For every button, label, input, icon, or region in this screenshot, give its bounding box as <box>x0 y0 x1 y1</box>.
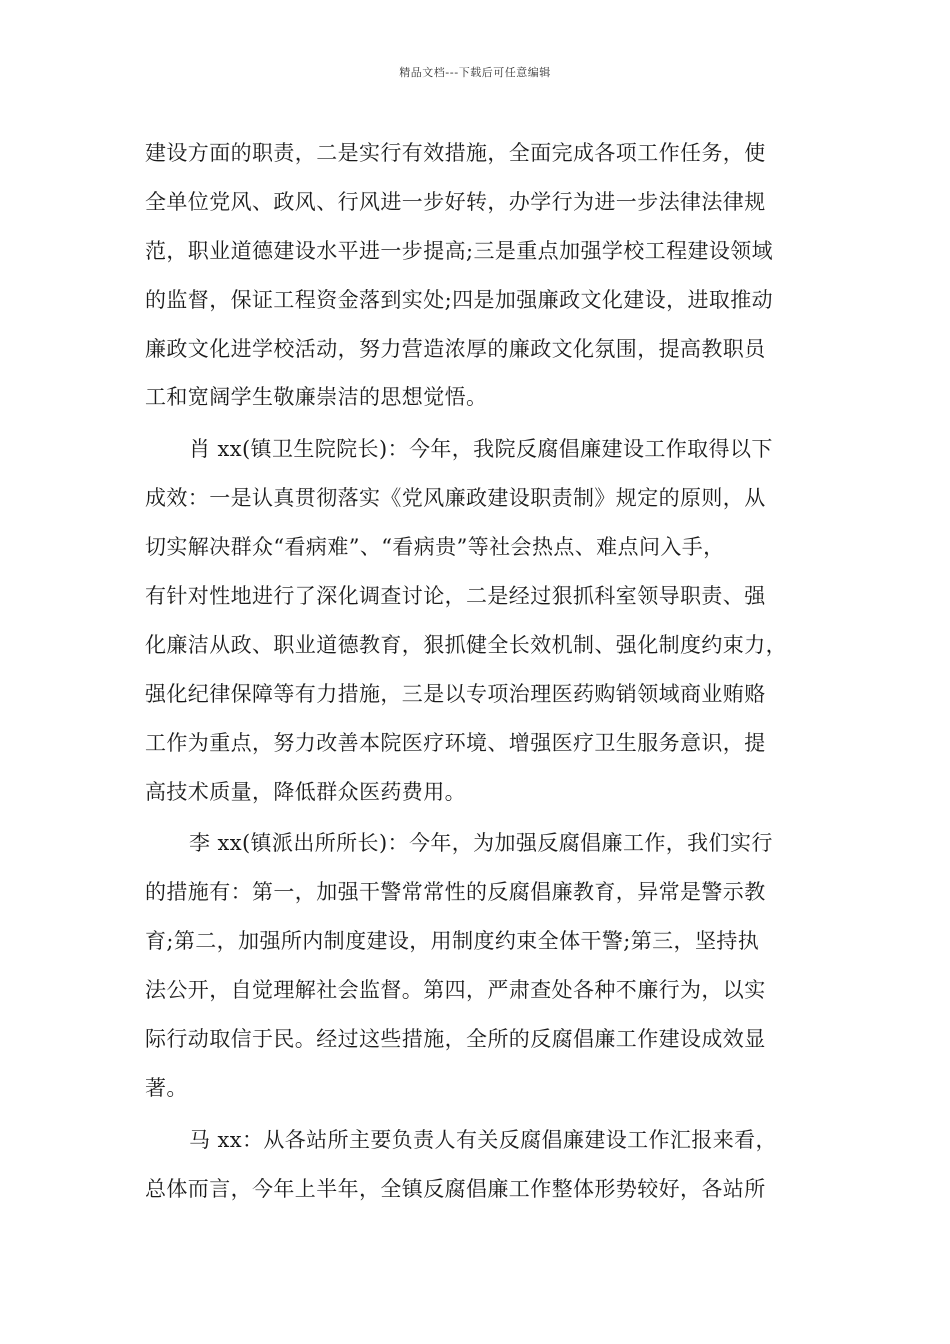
text-line: 强化纪律保障等有力措施，三是以专项治理医药购销领域商业贿赂 <box>145 681 766 706</box>
paragraph-1 <box>145 133 815 426</box>
text-line: 著。 <box>145 1075 188 1100</box>
page-header: 精品文档---下载后可任意编辑 <box>399 66 551 79</box>
paragraph-4 <box>145 1120 815 1218</box>
text-line: 际行动取信于民。经过这些措施，全所的反腐倡廉工作建设成效显 <box>145 1027 766 1052</box>
text-line: 的措施有：第一，加强干警常常性的反腐倡廉教育，异常是警示教 <box>145 880 766 905</box>
text-line: 范，职业道德建设水平进一步提高;三是重点加强学校工程建设领域 <box>145 238 774 263</box>
text-line: 工作为重点，努力改善本院医疗环境、增强医疗卫生服务意识，提 <box>145 730 766 755</box>
text-line: 化廉洁从政、职业道德教育，狠抓健全长效机制、强化制度约束力， <box>145 632 787 657</box>
text-line: 育;第二，加强所内制度建设，用制度约束全体干警;第三，坚持执 <box>145 929 760 954</box>
document-body <box>145 133 815 1218</box>
text-line: 的监督，保证工程资金落到实处;四是加强廉政文化建设，进取推动 <box>145 287 774 312</box>
text-line: 总体而言，今年上半年，全镇反腐倡廉工作整体形势较好，各站所 <box>145 1176 766 1201</box>
text-line: 马 xx：从各站所主要负责人有关反腐倡廉建设工作汇报来看， <box>189 1127 777 1152</box>
text-line: 肖 xx(镇卫生院院长)：今年，我院反腐倡廉建设工作取得以下 <box>189 437 773 462</box>
paragraph-3 <box>145 823 815 1116</box>
text-line: 有针对性地进行了深化调查讨论，二是经过狠抓科室领导职责、强 <box>145 584 766 609</box>
text-line: 高技术质量，降低群众医药费用。 <box>145 779 466 804</box>
text-line: 廉政文化进学校活动，努力营造浓厚的廉政文化氛围，提高教职员 <box>145 336 766 361</box>
paragraph-2 <box>145 429 815 820</box>
text-line: 切实解决群众“看病难”、“看病贵”等社会热点、难点问入手， <box>145 535 725 560</box>
text-line: 工和宽阔学生敬廉崇洁的思想觉悟。 <box>145 385 488 410</box>
text-line: 法公开，自觉理解社会监督。第四，严肃查处各种不廉行为，以实 <box>145 978 766 1003</box>
text-line: 李 xx(镇派出所所长)：今年，为加强反腐倡廉工作，我们实行 <box>189 831 773 856</box>
text-line: 全单位党风、政风、行风进一步好转，办学行为进一步法律法律规 <box>145 189 766 214</box>
text-line: 建设方面的职责，二是实行有效措施，全面完成各项工作任务，使 <box>145 141 766 165</box>
text-line: 成效：一是认真贯彻落实《党风廉政建设职责制》规定的原则，从 <box>145 486 766 511</box>
